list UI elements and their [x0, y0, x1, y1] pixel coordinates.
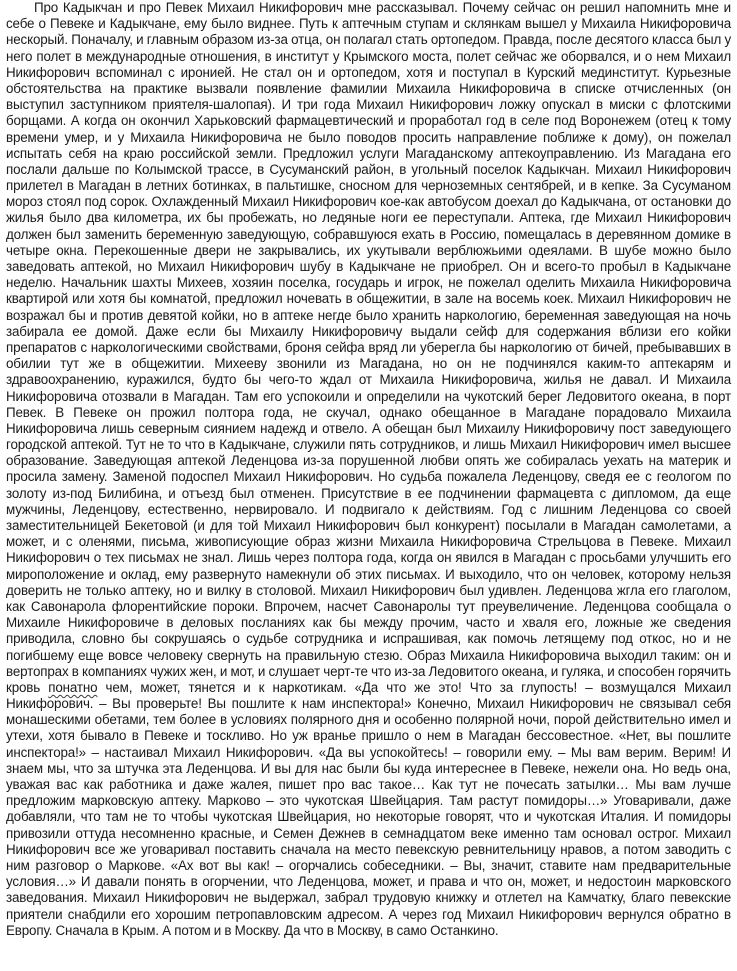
text-segment: Про Кадыкчан и про Певек Михаил Никифорович мне рассказывал. Почему сейчас он решил напомнить мне и себе о Певеке и Кадыкчане, ему было виднее. Путь к аптечным ступам и склянкам вышел у Михаила Никифоровича нескорый. Поначалу, и главным образом из-за отца, он полагал стать ортопедом. Правда, после десятого класса был у него полет в международные отношения, в институт у Крымского моста, полет сейчас же оборвался, и о нем Михаил Никифорович вспоминал с иронией. Не стал он и ортопедом, хотя и поступал в Курский мединститут. Курьезные обстоятельства на практике вызвали появление фамилии Михаила Никифоровича в списке отчисленных (он выступил заступником приятеля-шалопая). И три года Михаил Никифорович ложку опускал в миски с флотскими борщами. А когда он окончил Харьковский фармацевтический и проработал год в селе под Воронежем (отец к тому времени умер, и у Михаила Никифоровича не было поводов просить направление поближе к дому), он пожелал испытать себя на краю российской земли. Предложил услуги Магаданскому аптекоуправлению. Из Магадана его послали дальше по Колымской трассе, в Сусуманский район, в угольный поселок Кадыкчан. Михаил Никифорович прилетел в Магадан в летних ботинках, в пальтишке, сносном для черноземных сентябрей, и в кепке. За Сусуманом мороз стоял под сорок. Охлажденный Михаил Никифорович кое-как автобусом доехал до Кадыкчана, от остановки до жилья было два километра, их бы пробежать, но ледяные ноги ее переступали. Аптека, где Михаил Никифорович должен был заменить беременную заведующую, собравшуюся ехать в Россию, помещалась в деревянном домике в четыре окна. Перекошенные двери не закрывались, их укутывали верблюжьими одеялами. В шубе можно было заведовать аптекой, но Михаил Никифорович шубу в Кадыкчане не приобрел. Он и всего-то пробыл в Кадыкчане неделю. Начальник шахты Михеев, хозяин поселка, государь и игрок, не пожелал оделить Михаила Никифоровича квартирой или хотя бы комнатой, предложил ночевать в общежитии, в зале на восемь коек. Михаил Никифорович не возражал бы и против девятой койки, но в аптеке негде было хранить наркологию, беременная заведующая на ночь забирала ее домой. Даже если бы Михаилу Никифоровичу выдали сейф для содержания вблизи его койки препаратов с наркологическими свойствами, броня сейфа вряд ли уберегла бы наркологию от бичей, пребывавших в обилии тут же в общежитии. Михееву звонили из Магадана, но он не подчинялся каким-то аптекарям и здравоохранению, куражился, будто бы чего-то ждал от Михаила Никифоровича, жилья не давал. И Михаила Никифоровича отозвали в Магадан. Там его успокоили и определили на чукотский берег Ледовитого океана, в порт Певек. В Певеке он прожил полтора года, не скучал, однако обещанное в Магадане порадовало Михаила Никифоровича лишь северным сиянием надежд и отвело. А обещан был Михаилу Никифоровичу пост заведующего городской аптекой. Тут не то что в Кадыкчане, служили пять сотрудников, и лишь Михаил Никифорович имел высшее образование. Заведующая аптекой Леденцова из-за порушенной любви опять же собиралась уехать на материк и просила замену. Заменой подоспел Михаил Никифорович. Но судьба пожалела Леденцову, сведя ее с геологом по золоту из-под Билибина, и отъезд был отменен. Присутствие в ее подчинении фармацевта с дипломом, да еще мужчины, Леденцову, естественно, нервировало. И подвигало к действиям. Год с лишним Леденцова со своей заместительницей Бекетовой (и для той Михаил Никифорович был конкурент) посылали в Магадан самолетами, а может, и с оленями, письма, живописующие образ жизни Михаила Никифоровича Стрельцова в Певеке. Михаил Никифорович о тех письмах не знал. Лишь через полтора года, когда он явился в Магадан с просьбами улучшить его мироположение и оклад, ему развернуто намекнули об этих письмах. И выходило, что он человек, которому нельзя доверить не только аптеку, но и вилку в столовой. Михаил Никифорович был удивлен. Леденцова жгла его глаголом, как Савонарола флорентийские пороки. Впрочем, насчет Савонаролы тут преувеличение. Леденцова сообщала о Михаиле Никифоровиче в деловых посланиях как бы между прочим, часто и хваля его, ложные же сведения приводила, словно бы сокрушаясь о судьбе сотрудника и испрашивая, как помочь летящему под откос, но и не погибшему еще вовсе человеку свернуть на правильную стезю. Образ Михаила Никифоровича выходил таким: он и вертопрах в компаниях чужих жен, и мот, и слушает черт-те что из-за Ледовитого океана, и гуляка, и способен горячить кровь: [6, 0, 731, 695]
misspelled-word: понатно: [48, 679, 98, 695]
body-paragraph: [6, 0, 731, 939]
text-segment: чем, может, тянется и к наркотикам. «Да что же это! Что за глупость! – возмущался Михаил Никифорович. – Вы проверьте! Вы пошлите к нам инспектора!» Конечно, Михаил Никифорович не связывал себя монашескими обетами, тем более в условиях полярного дня и особенно полярной ночи, порой действительно имел и утехи, хотя бывало в Певеке и тоскливо. Но уж вранье пришло о нем в Магадан бессовестное. «Нет, вы пошлите инспектора!» – настаивал Михаил Никифорович. «Да вы успокойтесь! – говорили ему. – Мы вам верим. Верим! И знаем мы, что за штучка эта Леденцова. И вы для нас были бы куда интереснее в Певеке, нежели она. Но ведь она, уважая вас как работника и даже жалея, пишет про вас такое… Как тут не почесать затылки… Мы вам лучше предложим марковскую аптеку. Марково – это чукотская Швейцария. Там растут помидоры…» Уговаривали, даже добавляли, что там не то чтобы чукотская Швейцария, но некоторые говорят, что и чукотская Италия. И помидоры привозили оттуда несомненно красные, и Семен Дежнев в семнадцатом веке именно там основал острог. Михаил Никифорович все же уговаривал поставить сначала на место певекскую ревнительницу нравов, а потом заводить с ним разговор о Маркове. «Ах вот вы как! – огорчались собеседники. – Вы, значит, ставите нам предварительные условия…» И давали понять в огорчении, что Леденцова, может, и права и что он, может, и недостоин марковского заведования. Михаил Никифорович не выдержал, забрал трудовую книжку и отлетел на Камчатку, благо певекские приятели снабдили его хорошим петропавловским адресом. А через год Михаил Никифорович вернулся обратно в Европу. Сначала в Крым. А потом и в Москву. Да что в Москву, в само Останкино.: [6, 679, 731, 938]
